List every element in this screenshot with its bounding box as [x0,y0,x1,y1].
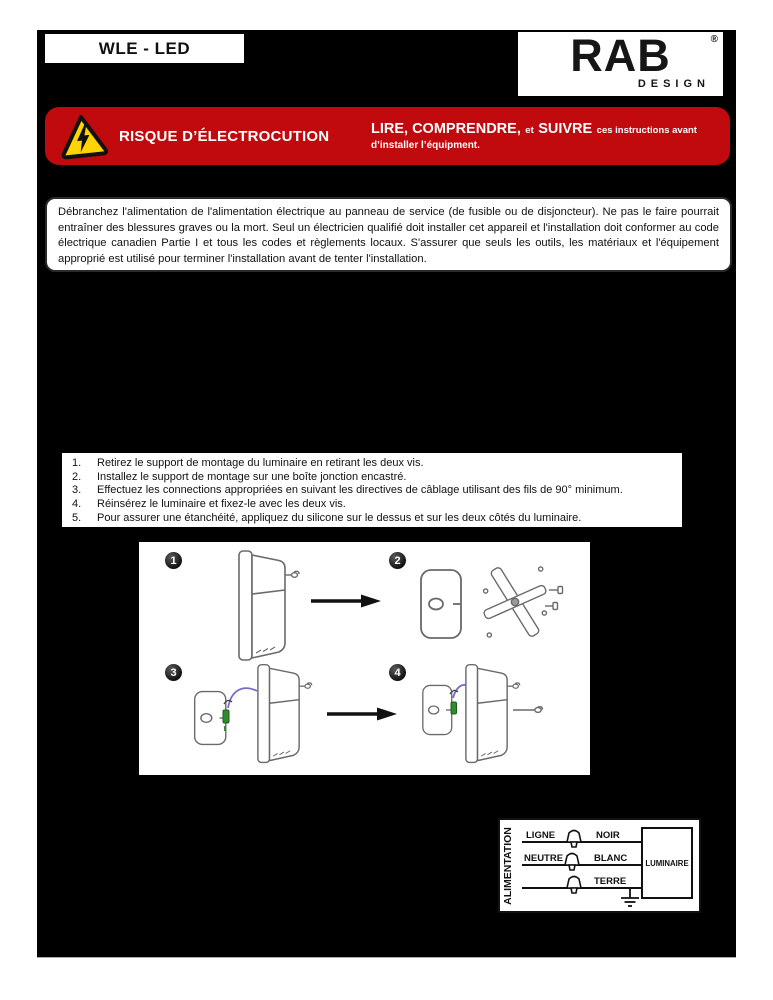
electric-hazard-icon [57,112,109,161]
installation-steps-list [60,451,684,529]
supply-label: ALIMENTATION [502,827,514,905]
installation-diagram-panel [139,542,590,775]
wiring-diagram-drawing [500,820,699,911]
list-item [72,512,674,526]
step-1-badge: 1 [165,552,182,569]
list-item [72,484,674,498]
step-text: Effectuez les connections appropriées en suivant les directives de câblage utilisant des fils de 90° minimum. [97,484,623,497]
registered-trademark-icon: ® [710,34,718,45]
hazard-instruction [371,120,730,152]
list-item [72,498,674,512]
hazard-instruction-line1 [371,120,722,138]
hazard-instruction-line2: d’installer l’équipment. [371,140,480,152]
step-number: 5. [72,511,82,524]
brand-subname: DESIGN [637,78,710,90]
wire-nut-icon [565,831,581,894]
document-page [37,30,736,958]
arrow-right-icon [311,593,383,609]
step-1-luminaire-illustration [234,548,300,664]
step-text: Pour assurer une étanchéité, appliquez du silicone sur le dessus et sur les deux côtés du luminaire. [97,511,582,524]
step-4-assembled-illustration [417,660,553,768]
step-4-badge: 4 [389,664,406,681]
list-item [72,471,674,485]
seg-follow: SUIVRE [538,121,593,138]
step-number: 3. [72,484,82,497]
ground-icon [621,888,639,906]
step-text: Installez le support de montage sur une boîte jonction encastré. [97,470,407,483]
seg-rest: ces instructions avant [596,125,697,137]
wire-label-left: LIGNE [526,830,556,841]
fixture-label: LUMINAIRE [645,859,689,868]
wire-label-right: TERRE [594,876,627,887]
step-text: Retirez le support de montage du luminaire en retirant les deux vis. [97,457,424,469]
step-2-badge: 2 [389,552,406,569]
product-title: WLE - LED [98,38,191,58]
arrow-right-icon [327,706,399,722]
brand-logo [518,32,723,96]
electrocution-warning-banner [45,107,730,165]
step-3-badge: 3 [165,664,182,681]
step-number: 4. [72,498,82,511]
seg-read: LIRE, COMPRENDRE, [371,121,521,138]
step-text: Réinsérez le luminaire et fixez-le avec les deux vis. [97,498,346,511]
step-2-bracket-illustration [417,556,569,654]
hazard-title: RISQUE D’ÉLECTROCUTION [119,127,330,145]
step-3-wiring-illustration [191,660,321,768]
product-title-box [44,33,245,64]
list-item [72,457,674,471]
wire-label-right: BLANC [594,853,628,864]
brand-name: RAB [570,30,671,81]
wiring-diagram [498,818,701,913]
wire-label-left: NEUTRE [524,853,564,864]
step-number: 1. [72,457,82,469]
seg-et: et [525,125,534,137]
wire-label-right: NOIR [596,830,620,841]
step-number: 2. [72,470,82,483]
safety-paragraph: Débranchez l'alimentation de l'alimentation électrique au panneau de service (de fusible ou de disjoncteur). Ne pas le faire pourrait entraîner des blessures graves ou la mort. Seul un électricien qualifié doit installer cet appareil et l'installation doit conformer au code électrique canadien Partie I et tous les codes et règlements locaux. S'assurer que seuls les outils, les matériaux et l'équipement approprié est utilisé pour terminer l'installation avant de tenter l'installation. [45,197,732,272]
